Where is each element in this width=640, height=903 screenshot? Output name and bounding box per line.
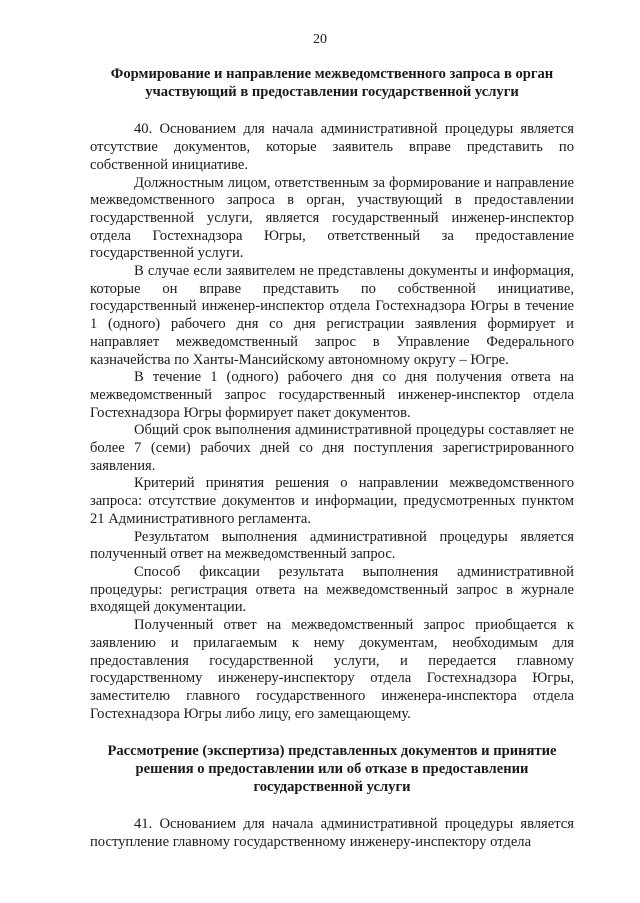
- section-heading-document-review: Рассмотрение (экспертиза) представленных документов и принятие решения о предоставлении или об отказе в предоставлении государственной услуги: [107, 743, 557, 795]
- paragraph: 40. Основанием для начала административной процедуры является отсутствие документов, которые заявитель вправе представить по собственной инициативе.: [90, 121, 574, 173]
- paragraph: Результатом выполнения административной процедуры является полученный ответ на межведомственный запрос.: [90, 528, 574, 563]
- section-heading-interagency-request: Формирование и направление межведомственного запроса в орган участвующий в предоставлении государственной услуги: [110, 66, 554, 100]
- paragraph: 41. Основанием для начала административной процедуры является поступление главному государственному инженеру-инспектору отдела: [90, 816, 574, 851]
- paragraph: Полученный ответ на межведомственный запрос приобщается к заявлению и прилагаемым к нему документам, необходимым для предоставления государственной услуги, и передается главному государственному инженеру-инспектору отдела Гостехнадзора Югры, заместителю главного государственного инженера-инспектора отдела Гостехнадзора Югры либо лицу, его замещающему.: [90, 617, 574, 722]
- paragraph: Общий срок выполнения административной процедуры составляет не более 7 (семи) рабочих дней со дня поступления зарегистрированного заявления.: [90, 422, 574, 474]
- paragraph: Способ фиксации результата выполнения административной процедуры: регистрация ответа на межведомственный запрос в журнале входящей документации.: [90, 563, 574, 616]
- page-number: 20: [313, 32, 327, 47]
- paragraph: В течение 1 (одного) рабочего дня со дня получения ответа на межведомственный запрос государственный инженер-инспектор отдела Гостехнадзора Югры формирует пакет документов.: [90, 369, 574, 421]
- paragraph: Должностным лицом, ответственным за формирование и направление межведомственного запроса в орган, участвующий в предоставлении государственной услуги, является государственный инженер-инспектор отдела Гостехнадзора Югры, ответственный за предоставление государственной услуги.: [90, 174, 574, 262]
- page-content: [90, 66, 574, 852]
- section-1-body: [90, 121, 574, 723]
- section-2-body: [90, 816, 574, 851]
- paragraph: Критерий принятия решения о направлении межведомственного запроса: отсутствие документов и информации, предусмотренных пунктом 21 Административного регламента.: [90, 475, 574, 527]
- paragraph: В случае если заявителем не представлены документы и информация, которые он вправе представить по собственной инициативе, государственный инженер-инспектор отдела Гостехнадзора Югры в течение 1 (одного) рабочего дня со дня регистрации заявления формирует и направляет межведомственный запрос в Управление Федерального казначейства по Ханты-Мансийскому автономному округу – Югре.: [90, 263, 574, 368]
